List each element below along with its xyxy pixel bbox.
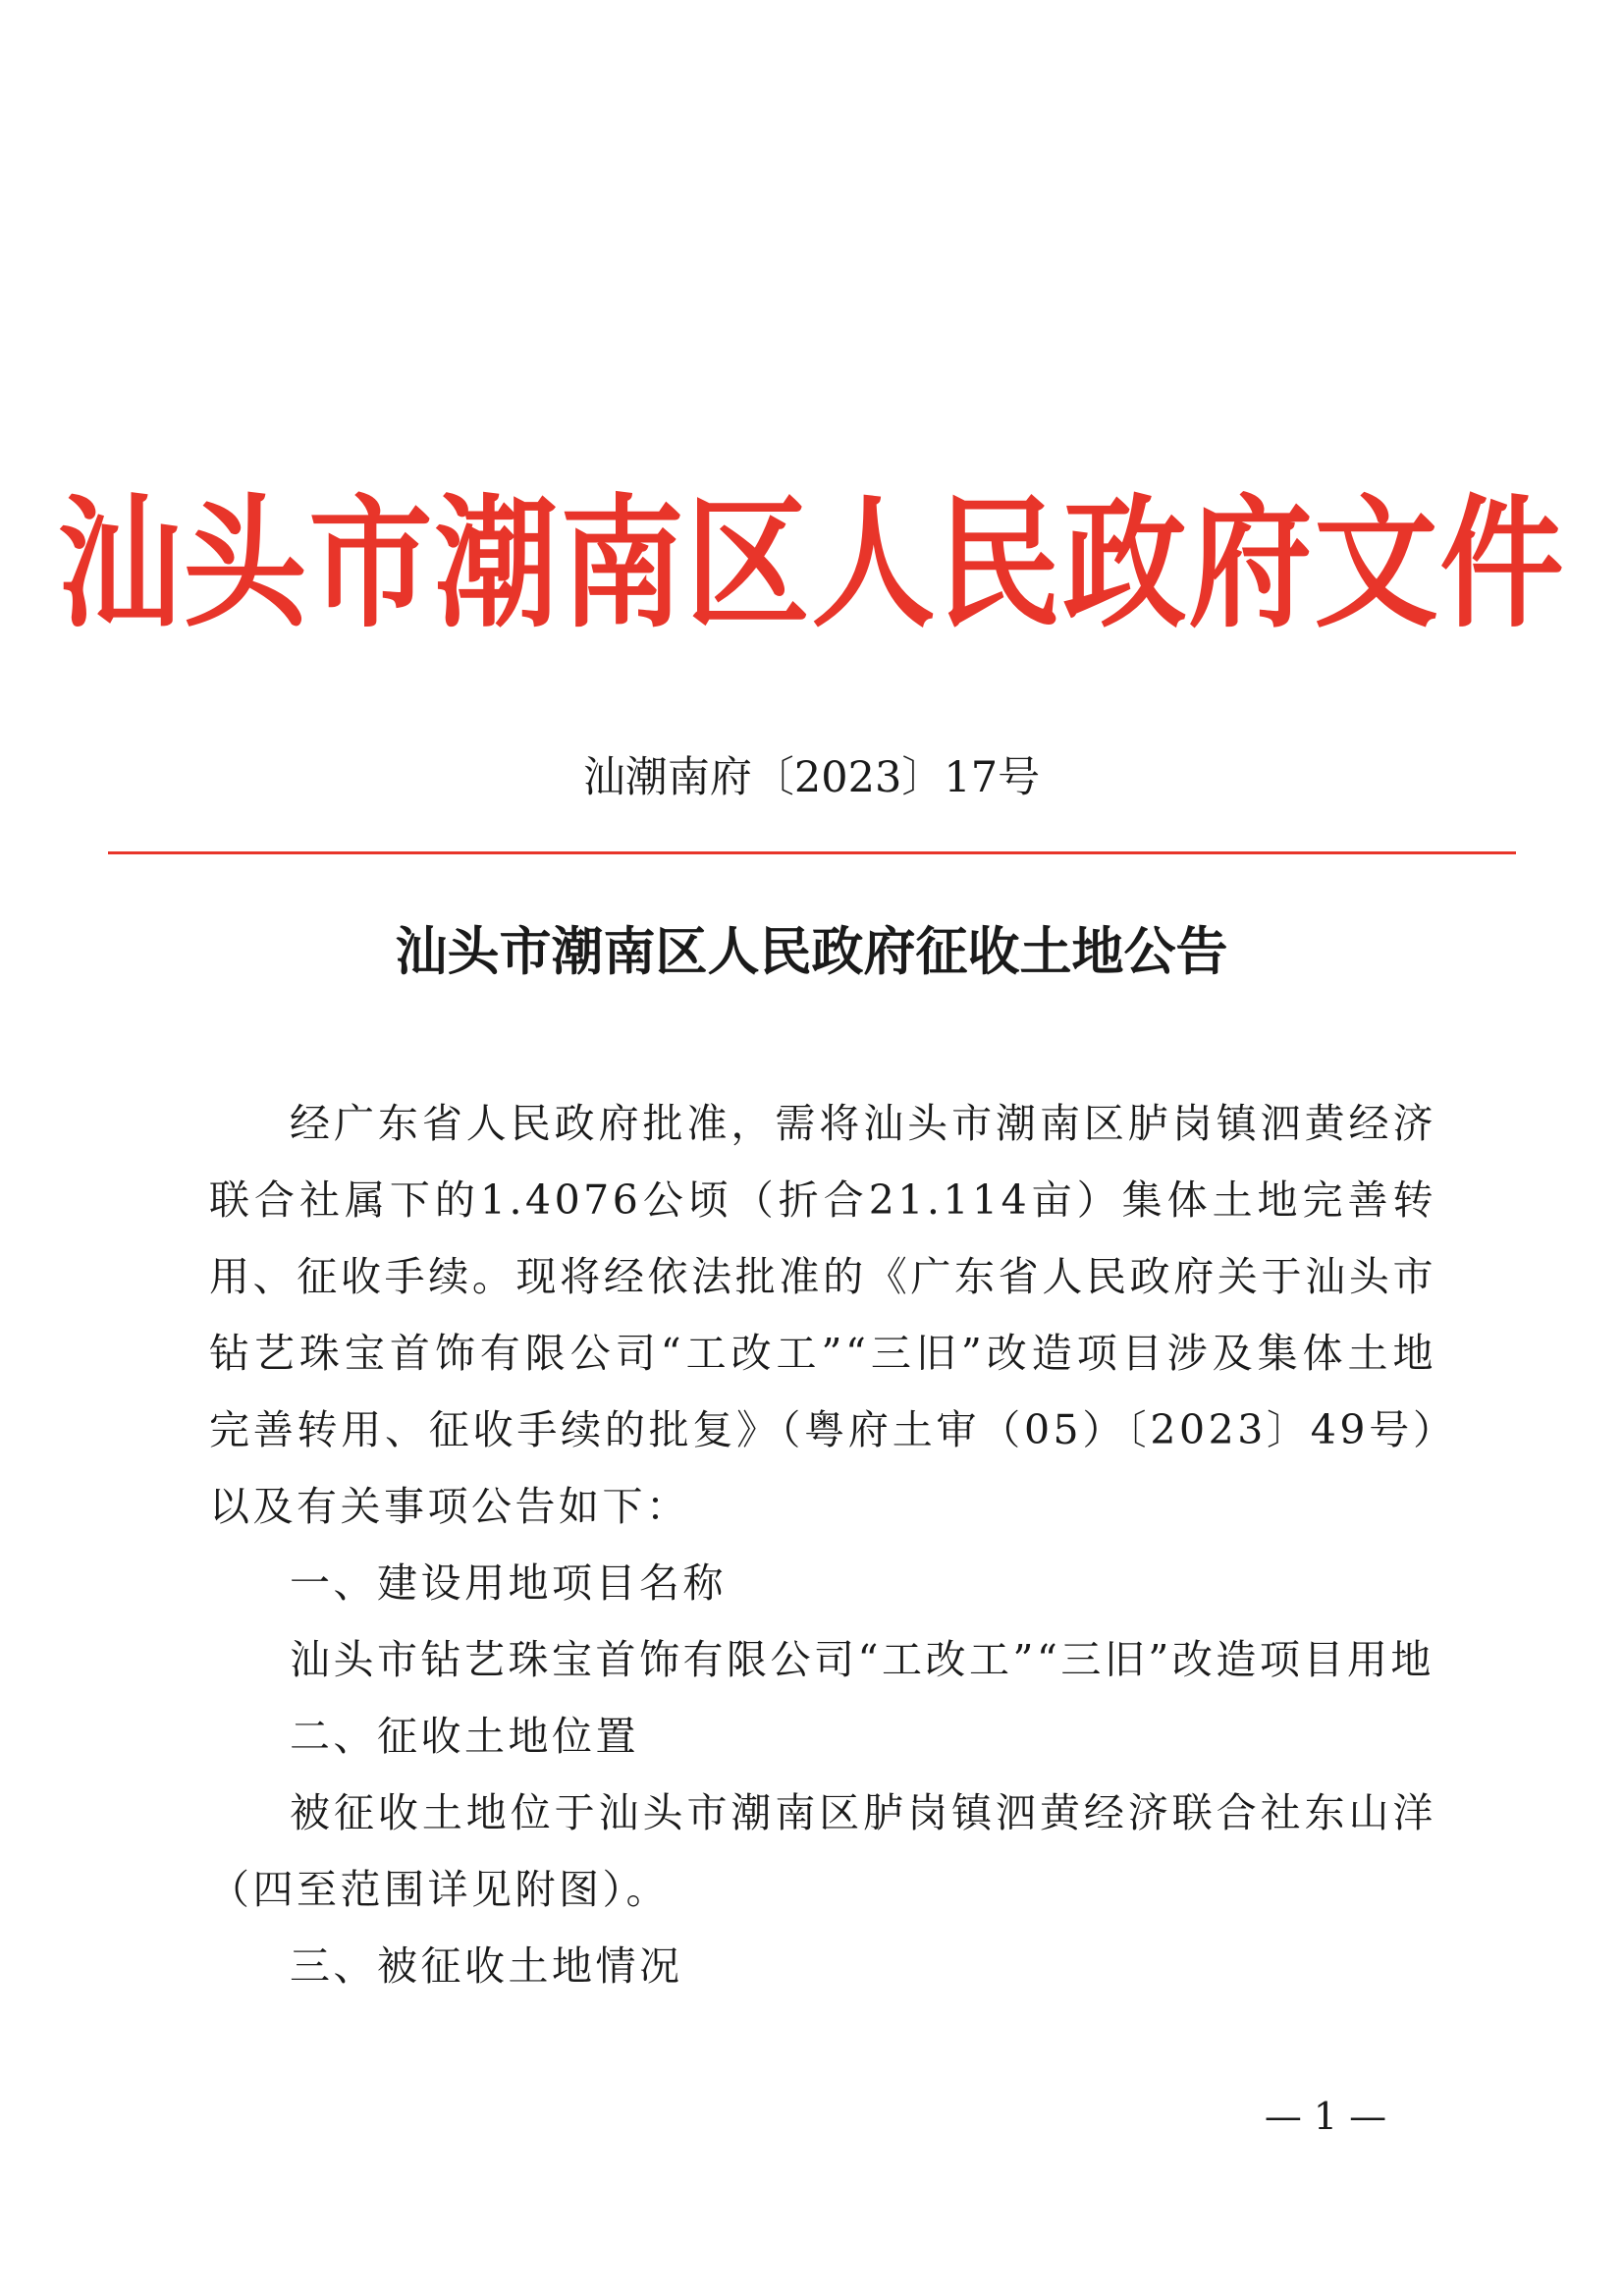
section-heading-1: 一、建设用地项目名称 bbox=[290, 1559, 727, 1607]
body-paragraph-intro: 经广东省人民政府批准，需将汕头市潮南区胪岗镇泗黄经济联合社属下的1.4076公顷（折合21.114亩）集体土地完善转用、征收手续。现将经依法批准的《广东省人民政府关于汕头市钻艺珠宝首饰有限公司“工改工”“三旧”改造项目涉及集体土地完善转用、征收手续的批复》（粤府土审（05）〔2023〕49号）以及有关事项公告如下： bbox=[209, 1100, 1436, 1530]
body-paragraph-project-name: 汕头市钻艺珠宝首饰有限公司“工改工”“三旧”改造项目用地 bbox=[290, 1636, 1434, 1683]
body-paragraph-location: 被征收土地位于汕头市潮南区胪岗镇泗黄经济联合社东山洋（四至范围详见附图）。 bbox=[209, 1789, 1436, 1913]
red-letterhead: 汕头市潮南区人民政府文件 bbox=[57, 480, 1566, 647]
document-number: 汕潮南府〔2023〕17号 bbox=[582, 753, 1041, 802]
section-heading-3: 三、被征收土地情况 bbox=[290, 1942, 683, 1990]
document-title: 汕头市潮南区人民政府征收土地公告 bbox=[395, 922, 1228, 982]
document-body bbox=[209, 1085, 1436, 2004]
page-number: — 1 — bbox=[1264, 2095, 1387, 2138]
red-divider-line bbox=[108, 851, 1516, 854]
section-heading-2: 二、征收土地位置 bbox=[290, 1713, 639, 1760]
